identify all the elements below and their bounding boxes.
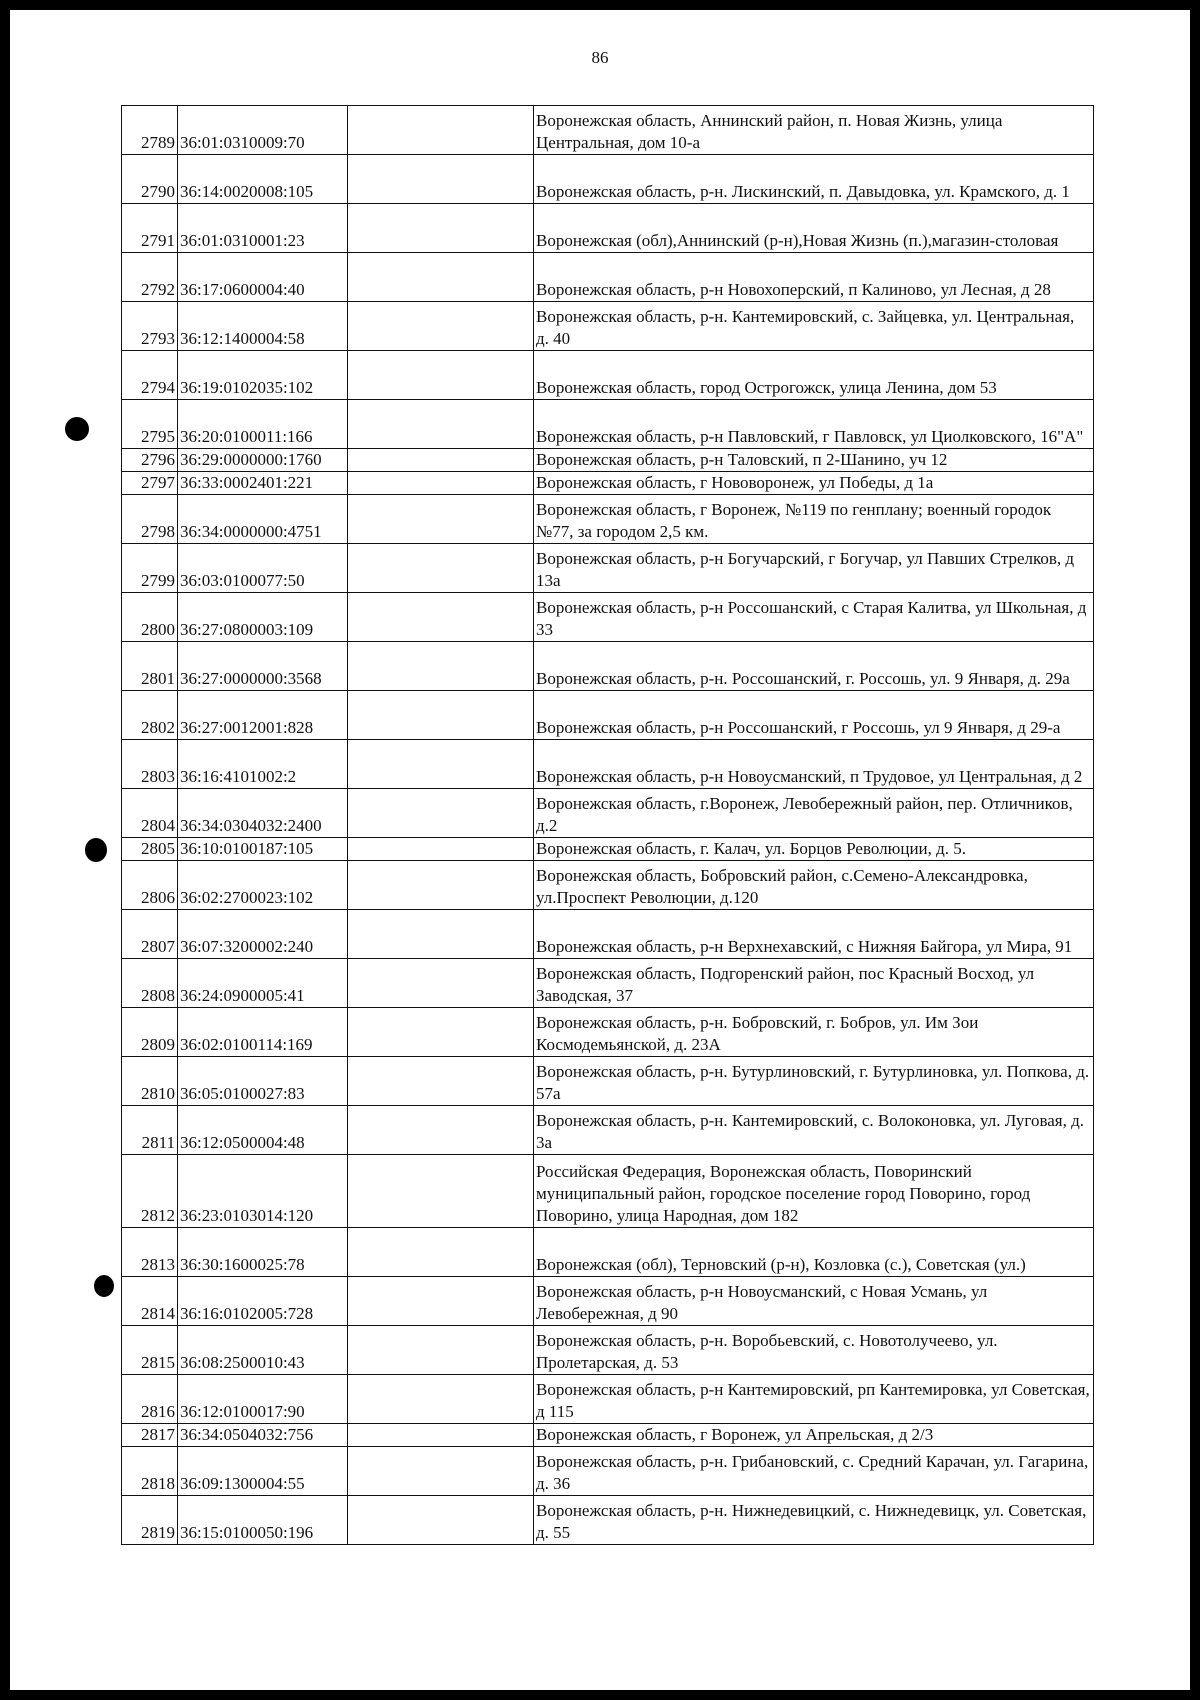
empty-cell <box>348 204 534 253</box>
empty-cell <box>348 1424 534 1447</box>
row-number-cell: 2805 <box>122 838 178 861</box>
cadastral-number-cell: 36:27:0012001:828 <box>178 691 348 740</box>
table-row <box>122 472 1094 495</box>
empty-cell <box>348 495 534 544</box>
address-cell: Воронежская область, Аннинский район, п. Новая Жизнь, улица Центральная, дом 10-а <box>534 106 1094 155</box>
row-number-cell: 2815 <box>122 1326 178 1375</box>
cadastral-number-cell: 36:03:0100077:50 <box>178 544 348 593</box>
row-number-cell: 2791 <box>122 204 178 253</box>
empty-cell <box>348 838 534 861</box>
empty-cell <box>348 1326 534 1375</box>
address-cell: Воронежская область, р-н. Кантемировский, с. Волоконовка, ул. Луговая, д. 3а <box>534 1106 1094 1155</box>
address-cell: Воронежская область, р-н Россошанский, г Россошь, ул 9 Января, д 29-а <box>534 691 1094 740</box>
row-number-cell: 2793 <box>122 302 178 351</box>
table-row <box>122 1447 1094 1496</box>
address-cell: Воронежская область, р-н. Россошанский, г. Россошь, ул. 9 Января, д. 29а <box>534 642 1094 691</box>
row-number-cell: 2817 <box>122 1424 178 1447</box>
row-number-cell: 2812 <box>122 1155 178 1228</box>
empty-cell <box>348 1375 534 1424</box>
address-cell: Воронежская область, р-н. Воробьевский, с. Новотолучеево, ул. Пролетарская, д. 53 <box>534 1326 1094 1375</box>
address-cell: Воронежская область, Подгоренский район, пос Красный Восход, ул Заводская, 37 <box>534 959 1094 1008</box>
empty-cell <box>348 1155 534 1228</box>
cadastral-number-cell: 36:01:0310009:70 <box>178 106 348 155</box>
address-cell: Воронежская область, р-н Кантемировский, рп Кантемировка, ул Советская, д 115 <box>534 1375 1094 1424</box>
row-number-cell: 2806 <box>122 861 178 910</box>
row-number-cell: 2789 <box>122 106 178 155</box>
table-row <box>122 106 1094 155</box>
table-row <box>122 1277 1094 1326</box>
cadastral-number-cell: 36:09:1300004:55 <box>178 1447 348 1496</box>
empty-cell <box>348 1008 534 1057</box>
address-cell: Воронежская область, г Воронеж, ул Апрельская, д 2/3 <box>534 1424 1094 1447</box>
empty-cell <box>348 789 534 838</box>
empty-cell <box>348 106 534 155</box>
address-cell: Воронежская (обл),Аннинский (р-н),Новая Жизнь (п.),магазин-столовая <box>534 204 1094 253</box>
empty-cell <box>348 691 534 740</box>
row-number-cell: 2794 <box>122 351 178 400</box>
table-row <box>122 1326 1094 1375</box>
address-cell: Воронежская область, р-н. Нижнедевицкий, с. Нижнедевицк, ул. Советская, д. 55 <box>534 1496 1094 1545</box>
registry-table-body <box>122 106 1094 1545</box>
row-number-cell: 2798 <box>122 495 178 544</box>
cadastral-number-cell: 36:23:0103014:120 <box>178 1155 348 1228</box>
cadastral-number-cell: 36:16:0102005:728 <box>178 1277 348 1326</box>
cadastral-number-cell: 36:15:0100050:196 <box>178 1496 348 1545</box>
empty-cell <box>348 400 534 449</box>
cadastral-number-cell: 36:34:0000000:4751 <box>178 495 348 544</box>
address-cell: Воронежская область, г Нововоронеж, ул Победы, д 1а <box>534 472 1094 495</box>
row-number-cell: 2814 <box>122 1277 178 1326</box>
address-cell: Воронежская область, р-н Таловский, п 2-Шанино, уч 12 <box>534 449 1094 472</box>
empty-cell <box>348 1447 534 1496</box>
cadastral-number-cell: 36:12:1400004:58 <box>178 302 348 351</box>
table-row <box>122 544 1094 593</box>
table-row <box>122 593 1094 642</box>
row-number-cell: 2808 <box>122 959 178 1008</box>
cadastral-number-cell: 36:33:0002401:221 <box>178 472 348 495</box>
address-cell: Воронежская область, Бобровский район, с.Семено-Александровка, ул.Проспект Революции, д.120 <box>534 861 1094 910</box>
address-cell: Воронежская область, р-н. Грибановский, с. Средний Карачан, ул. Гагарина, д. 36 <box>534 1447 1094 1496</box>
table-row <box>122 642 1094 691</box>
address-cell: Воронежская область, р-н Россошанский, с Старая Калитва, ул Школьная, д 33 <box>534 593 1094 642</box>
empty-cell <box>348 449 534 472</box>
table-row <box>122 400 1094 449</box>
row-number-cell: 2797 <box>122 472 178 495</box>
cadastral-number-cell: 36:16:4101002:2 <box>178 740 348 789</box>
row-number-cell: 2792 <box>122 253 178 302</box>
row-number-cell: 2796 <box>122 449 178 472</box>
cadastral-number-cell: 36:27:0800003:109 <box>178 593 348 642</box>
punch-hole-mark <box>85 838 107 862</box>
empty-cell <box>348 1228 534 1277</box>
empty-cell <box>348 1057 534 1106</box>
address-cell: Российская Федерация, Воронежская область, Поворинский муниципальный район, городское поселение город Поворино, город Поворино, улица Народная, дом 182 <box>534 1155 1094 1228</box>
row-number-cell: 2810 <box>122 1057 178 1106</box>
empty-cell <box>348 544 534 593</box>
cadastral-number-cell: 36:05:0100027:83 <box>178 1057 348 1106</box>
empty-cell <box>348 642 534 691</box>
table-row <box>122 1155 1094 1228</box>
address-cell: Воронежская область, г Воронеж, №119 по генплану; военный городок №77, за городом 2,5 км. <box>534 495 1094 544</box>
address-cell: Воронежская область, г.Воронеж, Левобережный район, пер. Отличников, д.2 <box>534 789 1094 838</box>
table-row <box>122 1008 1094 1057</box>
row-number-cell: 2811 <box>122 1106 178 1155</box>
table-row <box>122 1057 1094 1106</box>
empty-cell <box>348 593 534 642</box>
address-cell: Воронежская область, р-н Верхнехавский, с Нижняя Байгора, ул Мира, 91 <box>534 910 1094 959</box>
table-row <box>122 740 1094 789</box>
table-row <box>122 1106 1094 1155</box>
row-number-cell: 2816 <box>122 1375 178 1424</box>
cadastral-number-cell: 36:29:0000000:1760 <box>178 449 348 472</box>
cadastral-number-cell: 36:07:3200002:240 <box>178 910 348 959</box>
empty-cell <box>348 351 534 400</box>
cadastral-number-cell: 36:02:2700023:102 <box>178 861 348 910</box>
property-registry-table <box>121 105 1094 1545</box>
cadastral-number-cell: 36:12:0100017:90 <box>178 1375 348 1424</box>
table-row <box>122 449 1094 472</box>
address-cell: Воронежская область, р-н Новоусманский, п Трудовое, ул Центральная, д 2 <box>534 740 1094 789</box>
cadastral-number-cell: 36:19:0102035:102 <box>178 351 348 400</box>
cadastral-number-cell: 36:30:1600025:78 <box>178 1228 348 1277</box>
cadastral-number-cell: 36:17:0600004:40 <box>178 253 348 302</box>
row-number-cell: 2813 <box>122 1228 178 1277</box>
cadastral-number-cell: 36:20:0100011:166 <box>178 400 348 449</box>
empty-cell <box>348 1106 534 1155</box>
address-cell: Воронежская (обл), Терновский (р-н), Козловка (с.), Советская (ул.) <box>534 1228 1094 1277</box>
row-number-cell: 2799 <box>122 544 178 593</box>
table-row <box>122 691 1094 740</box>
table-row <box>122 495 1094 544</box>
row-number-cell: 2801 <box>122 642 178 691</box>
table-row <box>122 253 1094 302</box>
table-row <box>122 155 1094 204</box>
address-cell: Воронежская область, р-н. Бутурлиновский, г. Бутурлиновка, ул. Попкова, д. 57а <box>534 1057 1094 1106</box>
table-row <box>122 789 1094 838</box>
row-number-cell: 2803 <box>122 740 178 789</box>
empty-cell <box>348 910 534 959</box>
empty-cell <box>348 740 534 789</box>
empty-cell <box>348 861 534 910</box>
cadastral-number-cell: 36:14:0020008:105 <box>178 155 348 204</box>
cadastral-number-cell: 36:27:0000000:3568 <box>178 642 348 691</box>
address-cell: Воронежская область, р-н. Кантемировский, с. Зайцевка, ул. Центральная, д. 40 <box>534 302 1094 351</box>
empty-cell <box>348 472 534 495</box>
table-row <box>122 302 1094 351</box>
address-cell: Воронежская область, р-н Богучарский, г Богучар, ул Павших Стрелков, д 13а <box>534 544 1094 593</box>
row-number-cell: 2809 <box>122 1008 178 1057</box>
cadastral-number-cell: 36:01:0310001:23 <box>178 204 348 253</box>
empty-cell <box>348 253 534 302</box>
row-number-cell: 2800 <box>122 593 178 642</box>
row-number-cell: 2807 <box>122 910 178 959</box>
table-row <box>122 959 1094 1008</box>
address-cell: Воронежская область, р-н. Бобровский, г. Бобров, ул. Им Зои Космодемьянской, д. 23А <box>534 1008 1094 1057</box>
table-row <box>122 838 1094 861</box>
address-cell: Воронежская область, р-н Новохоперский, п Калиново, ул Лесная, д 28 <box>534 253 1094 302</box>
table-row <box>122 861 1094 910</box>
address-cell: Воронежская область, р-н. Лискинский, п. Давыдовка, ул. Крамского, д. 1 <box>534 155 1094 204</box>
cadastral-number-cell: 36:34:0304032:2400 <box>178 789 348 838</box>
cadastral-number-cell: 36:10:0100187:105 <box>178 838 348 861</box>
punch-hole-mark <box>94 1275 114 1297</box>
address-cell: Воронежская область, город Острогожск, улица Ленина, дом 53 <box>534 351 1094 400</box>
empty-cell <box>348 1496 534 1545</box>
address-cell: Воронежская область, р-н Павловский, г Павловск, ул Циолковского, 16"А" <box>534 400 1094 449</box>
cadastral-number-cell: 36:08:2500010:43 <box>178 1326 348 1375</box>
row-number-cell: 2819 <box>122 1496 178 1545</box>
empty-cell <box>348 1277 534 1326</box>
address-cell: Воронежская область, р-н Новоусманский, с Новая Усмань, ул Левобережная, д 90 <box>534 1277 1094 1326</box>
cadastral-number-cell: 36:12:0500004:48 <box>178 1106 348 1155</box>
empty-cell <box>348 155 534 204</box>
row-number-cell: 2790 <box>122 155 178 204</box>
cadastral-number-cell: 36:24:0900005:41 <box>178 959 348 1008</box>
cadastral-number-cell: 36:34:0504032:756 <box>178 1424 348 1447</box>
row-number-cell: 2802 <box>122 691 178 740</box>
table-row <box>122 910 1094 959</box>
table-row <box>122 1228 1094 1277</box>
address-cell: Воронежская область, г. Калач, ул. Борцов Революции, д. 5. <box>534 838 1094 861</box>
empty-cell <box>348 302 534 351</box>
punch-hole-mark <box>65 417 89 441</box>
table-row <box>122 1424 1094 1447</box>
cadastral-number-cell: 36:02:0100114:169 <box>178 1008 348 1057</box>
page-number: 86 <box>591 48 609 67</box>
table-row <box>122 204 1094 253</box>
table-row <box>122 1375 1094 1424</box>
row-number-cell: 2795 <box>122 400 178 449</box>
row-number-cell: 2818 <box>122 1447 178 1496</box>
table-row <box>122 351 1094 400</box>
empty-cell <box>348 959 534 1008</box>
table-row <box>122 1496 1094 1545</box>
row-number-cell: 2804 <box>122 789 178 838</box>
